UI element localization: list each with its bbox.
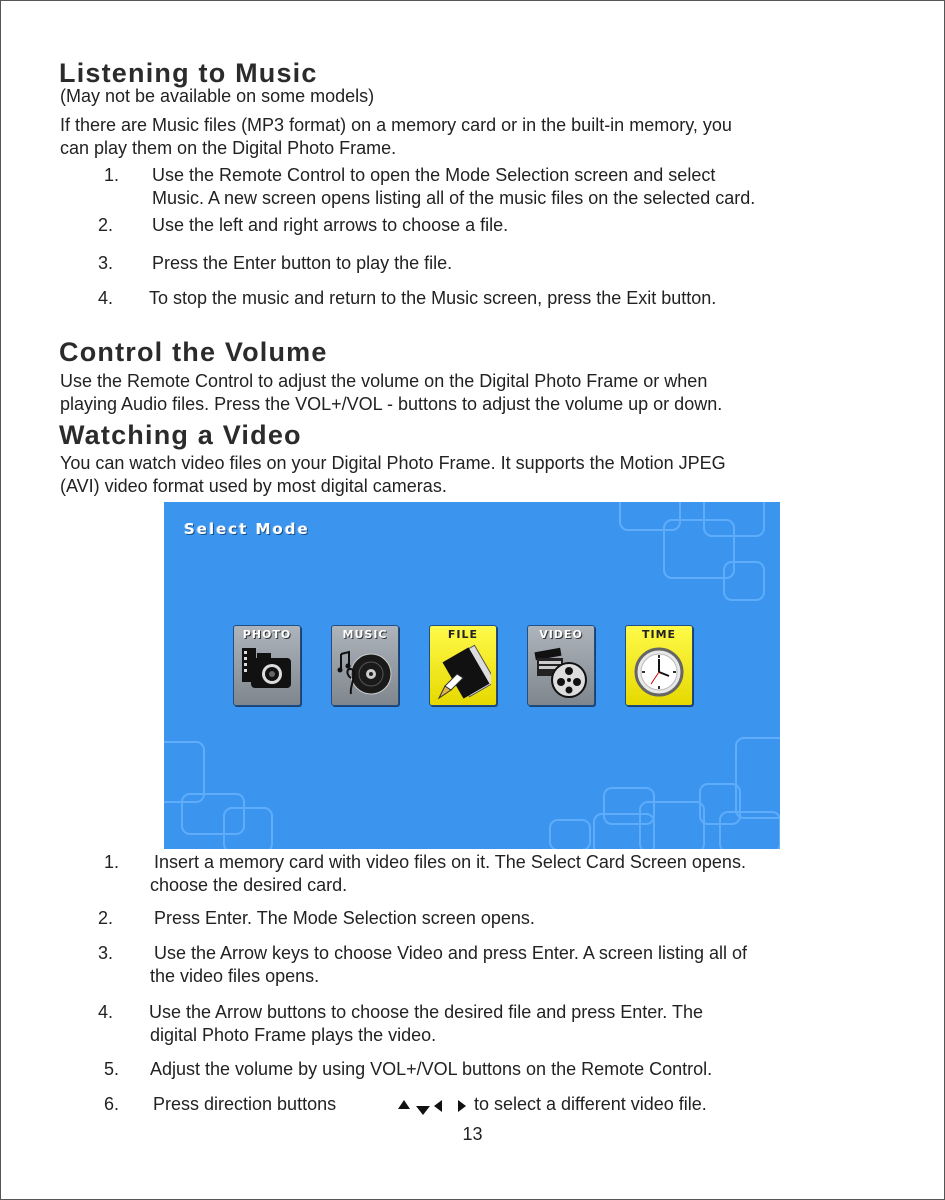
volume-text-line-1: Use the Remote Control to adjust the volume on the Digital Photo Frame or when [60, 371, 708, 391]
video-step-text: Use the Arrow keys to choose Video and press Enter. A screen listing all of [154, 943, 747, 963]
file-card-icon [435, 644, 491, 700]
video-heading: Watching a Video [59, 420, 302, 450]
volume-text-line-2: playing Audio files. Press the VOL+/VOL - buttons to adjust the volume up or down. [60, 394, 723, 414]
volume-heading: Control the Volume [59, 337, 328, 367]
music-step-number: 2. [98, 215, 114, 235]
video-step-number: 6. [104, 1094, 120, 1114]
camera-icon [239, 644, 295, 700]
music-intro-line-1: If there are Music files (MP3 format) on a memory card or in the built-in memory, you [60, 115, 732, 135]
mode-selection-screenshot [164, 502, 780, 849]
tile-file[interactable] [429, 625, 497, 706]
film-reel-icon [533, 644, 589, 700]
select-mode-title: Select Mode [184, 520, 310, 538]
video-step-text: choose the desired card. [150, 875, 348, 895]
music-intro-line-2: can play them on the Digital Photo Frame. [60, 138, 397, 158]
direction-arrows-icon [396, 1097, 472, 1117]
video-step-text: Press direction buttons [153, 1094, 337, 1114]
tile-time[interactable] [625, 625, 693, 706]
tile-video[interactable] [527, 625, 595, 706]
tile-label: MUSIC [342, 628, 388, 641]
music-step-number: 4. [98, 288, 114, 308]
video-step-number: 1. [104, 852, 120, 872]
music-heading: Listening to Music [59, 58, 318, 88]
video-step-text: Press Enter. The Mode Selection screen opens. [154, 908, 535, 928]
video-step-number: 5. [104, 1059, 120, 1079]
music-step-text: Press the Enter button to play the file. [152, 253, 453, 273]
video-text-line-2: (AVI) video format used by most digital cameras. [60, 476, 447, 496]
video-step-text: Insert a memory card with video files on it. The Select Card Screen opens. [154, 852, 746, 872]
video-step-text: the video files opens. [150, 966, 320, 986]
music-step-number: 1. [104, 165, 120, 185]
tile-label: VIDEO [539, 628, 583, 641]
music-step-text: Use the Remote Control to open the Mode Selection screen and select [152, 165, 716, 185]
tile-label: TIME [641, 628, 677, 641]
music-step-text: To stop the music and return to the Music screen, press the Exit button. [149, 288, 717, 308]
music-step-text: Music. A new screen opens listing all of the music files on the selected card. [152, 188, 756, 208]
video-step-number: 2. [98, 908, 114, 928]
tile-photo[interactable] [233, 625, 301, 706]
page-number: 13 [462, 1124, 483, 1144]
video-step-number: 4. [98, 1002, 114, 1022]
video-step-number: 3. [98, 943, 114, 963]
clock-icon [631, 644, 687, 700]
video-step-text: Adjust the volume by using VOL+/VOL buttons on the Remote Control. [150, 1059, 713, 1079]
music-step-number: 3. [98, 253, 114, 273]
video-step-text-continued: to select a different video file. [474, 1094, 707, 1114]
music-disc-icon [337, 644, 393, 700]
music-subtitle: (May not be available on some models) [60, 86, 375, 106]
tile-label: PHOTO [242, 628, 292, 641]
tile-label: FILE [447, 628, 479, 641]
video-step-text: Use the Arrow buttons to choose the desired file and press Enter. The [149, 1002, 703, 1022]
video-text-line-1: You can watch video files on your Digital Photo Frame. It supports the Motion JPEG [60, 453, 726, 473]
tile-music[interactable] [331, 625, 399, 706]
video-step-text: digital Photo Frame plays the video. [150, 1025, 437, 1045]
music-step-text: Use the left and right arrows to choose a file. [152, 215, 509, 235]
